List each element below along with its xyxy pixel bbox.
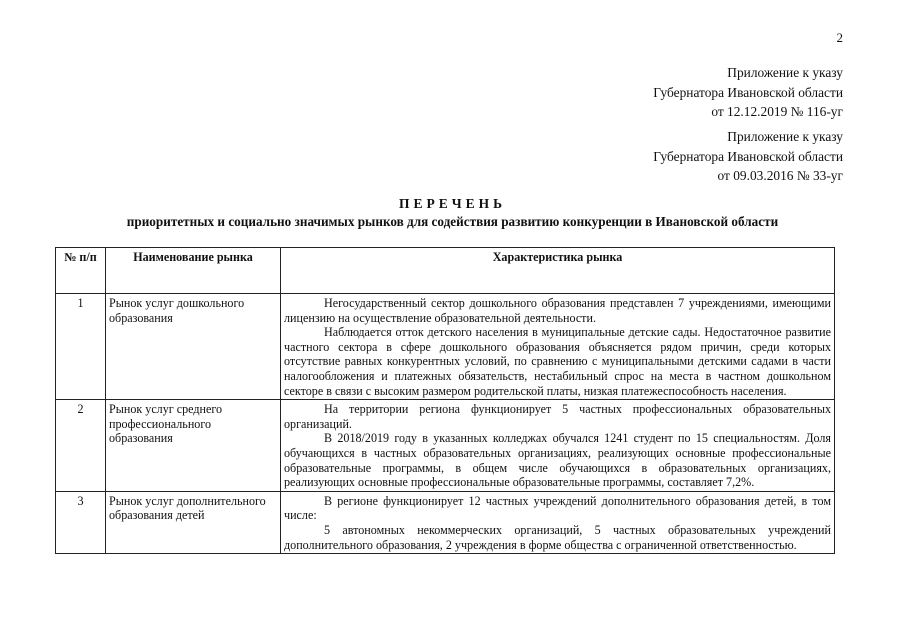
appendix-1-line-2: Губернатора Ивановской области (653, 84, 843, 100)
table-header-row (56, 248, 835, 294)
header-desc: Характеристика рынка (281, 248, 835, 294)
row-3-name: Рынок услуг дополнительного образования детей (106, 491, 281, 553)
row-2-desc (281, 400, 835, 492)
appendix-1-line-1: Приложение к указу (727, 65, 843, 80)
appendix-1-line-3: от 12.12.2019 № 116-уг (711, 104, 843, 119)
row-2-name: Рынок услуг среднего профессионального образования (106, 400, 281, 492)
row-1-desc (281, 294, 835, 400)
row-3-num: 3 (56, 491, 106, 553)
table-row (56, 491, 835, 553)
row-3-desc (281, 491, 835, 553)
appendix-2-line-1: Приложение к указу (727, 129, 843, 144)
document-subtitle: приоритетных и социально значимых рынков для содействия развитию конкуренции в Ивановской области (126, 214, 779, 229)
table-row (56, 294, 835, 400)
header-name: Наименование рынка (106, 248, 281, 294)
table-row (56, 400, 835, 492)
page-number: 2 (836, 30, 843, 45)
appendix-block-2 (653, 127, 843, 186)
header-num: № п/п (56, 248, 106, 294)
row-1-paragraph-2: Наблюдается отток детского населения в муниципальные детские сады. Недостаточное развитие частного сектора в сфере дошкольного образования объясняется рядом причин, среди которых отсутствие равных конкурентных условий, по сравнению с муниципальными детскими садами в части налогообложения и платежных обязательств, нестабильный спрос на места в частном дошкольном секторе в связи с высоким размером родительской платы, низкая платежеспособность населения. (284, 325, 831, 398)
row-2-paragraph-2: В 2018/2019 году в указанных колледжах обучался 1241 студент по 15 специальностям. Доля обучающихся в частных образовательных организациях, реализующих основные профессиональные образовательные программы, в общем числе обучающихся в образовательных организациях, реализующих основные профессиональные образовательные программы, составляет 7,2%. (284, 431, 831, 490)
row-2-paragraph-1: На территории региона функционирует 5 частных профессиональных образовательных организаций. (284, 402, 831, 431)
document-title: ПЕРЕЧЕНЬ (398, 196, 507, 211)
row-1-num: 1 (56, 294, 106, 400)
appendix-block-1 (653, 63, 843, 122)
appendix-2-line-2: Губернатора Ивановской области (653, 148, 843, 164)
row-1-name: Рынок услуг дошкольного образования (106, 294, 281, 400)
row-3-paragraph-1: В регионе функционирует 12 частных учреждений дополнительного образования детей, в том числе: (284, 493, 831, 523)
row-1-paragraph-1: Негосударственный сектор дошкольного образования представлен 7 учреждениями, имеющими лицензию на осуществление образовательной деятельности. (284, 296, 831, 325)
markets-table (55, 247, 835, 554)
row-2-num: 2 (56, 400, 106, 492)
appendix-2-line-3: от 09.03.2016 № 33-уг (717, 168, 843, 183)
row-3-paragraph-2: 5 автономных некоммерческих организаций, 5 частных образовательных учреждений дополнительного образования, 2 учреждения в форме общества с ограниченной ответственностью. (284, 522, 831, 552)
